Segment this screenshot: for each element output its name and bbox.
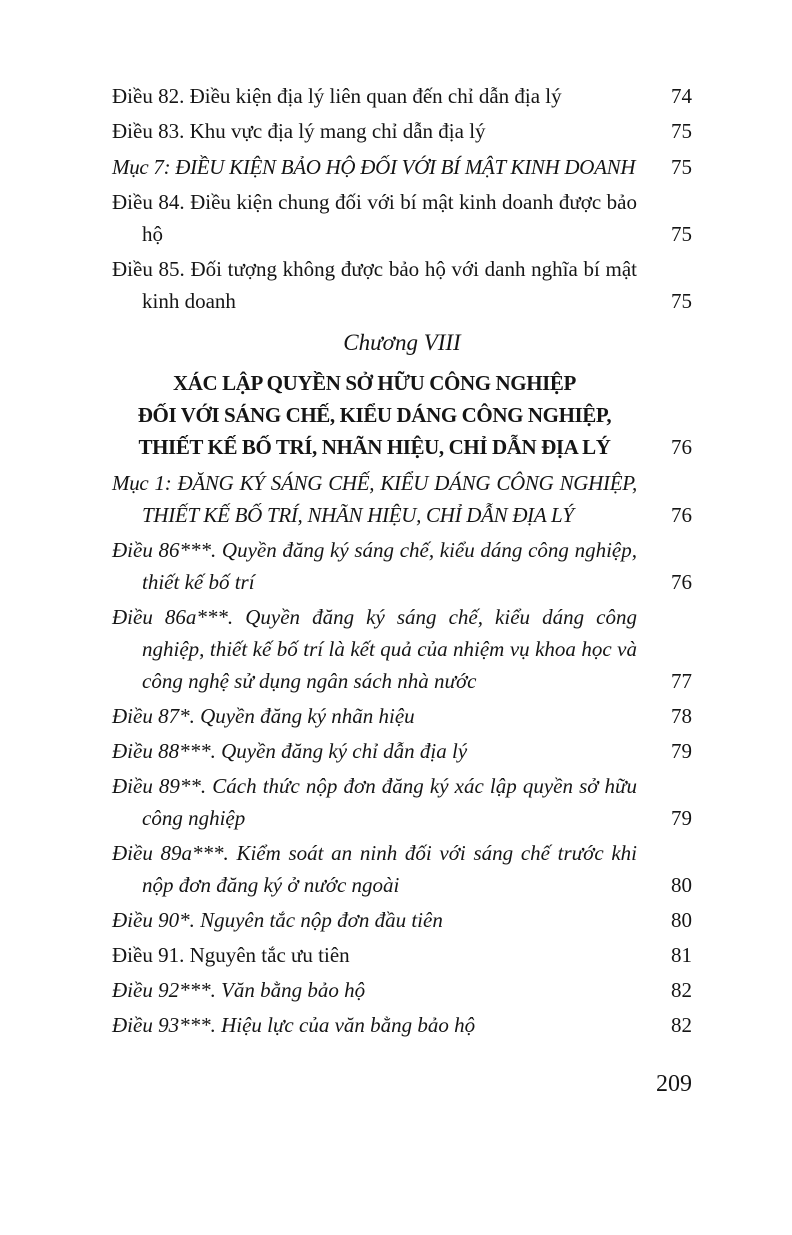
toc-entry-dieu-91	[112, 939, 692, 971]
toc-entry-text: Điều 86a***. Quyền đăng ký sáng chế, kiểu dáng công nghiệp, thiết kế bố trí là kết quả của nhiệm vụ khoa học và công nghệ sử dụng ngân sách nhà nước	[112, 605, 637, 693]
folio-page-number: 209	[656, 1071, 692, 1097]
toc-entry-page: 80	[671, 908, 692, 932]
toc-entry-dieu-83	[112, 115, 692, 147]
toc-entry-page: 75	[671, 289, 692, 313]
chapter-heading-block	[112, 327, 692, 463]
toc-entry-text: Điều 91. Nguyên tắc ưu tiên	[112, 943, 350, 967]
toc-entry-page: 82	[671, 1013, 692, 1037]
toc-entry-muc-1	[112, 467, 692, 531]
chapter-title	[112, 367, 637, 463]
toc-entry-text: Điều 82. Điều kiện địa lý liên quan đến chỉ dẫn địa lý	[112, 84, 562, 108]
toc-entry-text: Điều 87*. Quyền đăng ký nhãn hiệu	[112, 704, 415, 728]
toc-entry-page: 75	[671, 119, 692, 143]
toc-entry-text: Mục 1: ĐĂNG KÝ SÁNG CHẾ, KIỂU DÁNG CÔNG NGHIỆP, THIẾT KẾ BỐ TRÍ, NHÃN HIỆU, CHỈ DẪN ĐỊA LÝ	[112, 471, 637, 527]
chapter-label: Chương VIII	[343, 330, 461, 355]
toc-entry-dieu-92	[112, 974, 692, 1006]
toc-entry-page: 75	[671, 155, 692, 179]
toc-entry-page: 79	[671, 739, 692, 763]
toc-entry-dieu-93	[112, 1009, 692, 1041]
toc-entry-muc-7	[112, 151, 692, 183]
toc-entry-dieu-86a	[112, 601, 692, 697]
toc-entry-text: Điều 93***. Hiệu lực của văn bằng bảo hộ	[112, 1013, 476, 1037]
toc-entry-dieu-89	[112, 770, 692, 834]
toc-entry-page: 82	[671, 978, 692, 1002]
chapter-title-line: ĐỐI VỚI SÁNG CHẾ, KIỂU DÁNG CÔNG NGHIỆP,	[137, 403, 612, 427]
chapter-page: 76	[671, 435, 692, 459]
toc-entry-dieu-85	[112, 253, 692, 317]
toc-entry-text: Điều 90*. Nguyên tắc nộp đơn đầu tiên	[112, 908, 443, 932]
toc-entry-text: Điều 83. Khu vực địa lý mang chỉ dẫn địa lý	[112, 119, 486, 143]
chapter-title-line: XÁC LẬP QUYỀN SỞ HỮU CÔNG NGHIỆP	[173, 371, 576, 395]
toc-entry-text: Điều 89a***. Kiểm soát an ninh đối với sáng chế trước khi nộp đơn đăng ký ở nước ngoài	[112, 841, 637, 897]
toc-entry-page: 75	[671, 222, 692, 246]
toc-entry-dieu-82	[112, 80, 692, 112]
toc-entry-dieu-86	[112, 534, 692, 598]
toc-entry-page: 76	[671, 570, 692, 594]
toc-entry-text: Điều 86***. Quyền đăng ký sáng chế, kiểu dáng công nghiệp, thiết kế bố trí	[112, 538, 637, 594]
toc-entry-text: Điều 84. Điều kiện chung đối với bí mật kinh doanh được bảo hộ	[112, 190, 637, 246]
toc-entry-dieu-87	[112, 700, 692, 732]
toc-entry-page: 81	[671, 943, 692, 967]
toc-entry-page: 76	[671, 503, 692, 527]
toc-entry-text: Mục 7: ĐIỀU KIỆN BẢO HỘ ĐỐI VỚI BÍ MẬT KINH DOANH	[112, 155, 636, 179]
toc-entry-text: Điều 92***. Văn bằng bảo hộ	[112, 978, 366, 1002]
toc-entry-dieu-88	[112, 735, 692, 767]
toc-entry-page: 74	[671, 84, 692, 108]
toc-entry-dieu-90	[112, 904, 692, 936]
toc-entry-dieu-84	[112, 186, 692, 250]
toc-entry-page: 77	[671, 669, 692, 693]
toc-entry-text: Điều 85. Đối tượng không được bảo hộ với danh nghĩa bí mật kinh doanh	[112, 257, 637, 313]
toc-entry-dieu-89a	[112, 837, 692, 901]
toc-entry-page: 78	[671, 704, 692, 728]
chapter-title-line: THIẾT KẾ BỐ TRÍ, NHÃN HIỆU, CHỈ DẪN ĐỊA LÝ	[138, 435, 611, 459]
toc-entry-page: 79	[671, 806, 692, 830]
toc-entry-page: 80	[671, 873, 692, 897]
toc-entry-text: Điều 88***. Quyền đăng ký chỉ dẫn địa lý	[112, 739, 468, 763]
toc-entry-text: Điều 89**. Cách thức nộp đơn đăng ký xác lập quyền sở hữu công nghiệp	[112, 774, 637, 830]
